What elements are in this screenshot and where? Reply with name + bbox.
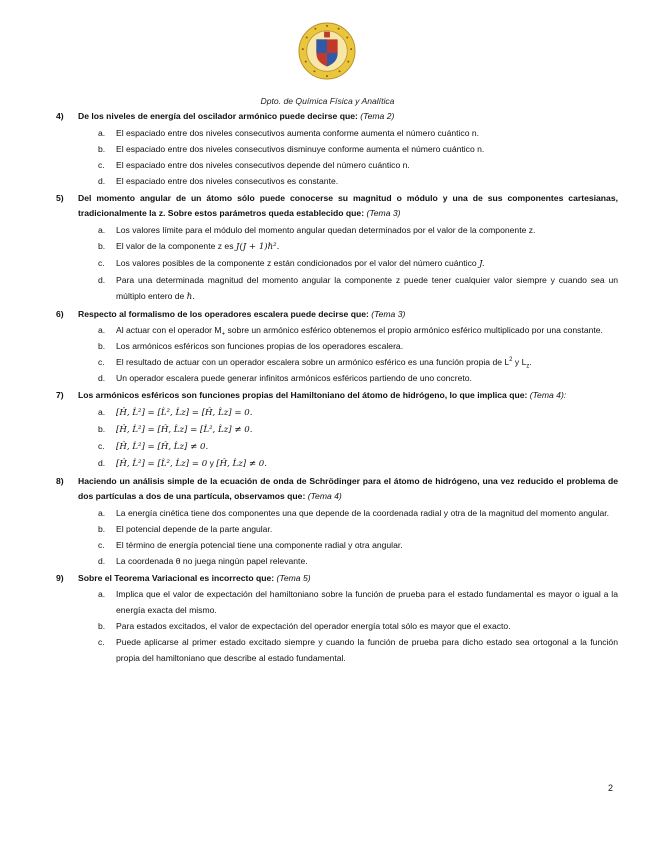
question-9 bbox=[56, 571, 618, 667]
option-c: c. Puede aplicarse al primer estado excitado siempre y cuando la función de prueba para dicho estado sea ortogonal a la función propia del hamiltoniano que describe al estado fundamental. bbox=[98, 637, 618, 663]
question-list bbox=[56, 109, 618, 668]
option-d: d. El espaciado entre dos niveles consecutivos es constante. bbox=[98, 175, 339, 186]
option-b: b. El valor de la componente z es J(J + 1)ℏ². bbox=[98, 240, 280, 252]
question-number: 9) bbox=[56, 572, 64, 583]
option-a: a. Los valores límite para el módulo del momento angular quedan determinados por el valor de la componente z. bbox=[98, 224, 536, 235]
topic-tag: (Tema 2) bbox=[360, 111, 395, 121]
option-c: c. [Ĥ, L̂²] = [Ĥ, L̂z] ≠ 0. bbox=[98, 440, 209, 452]
option-b: b. [Ĥ, L̂²] = [Ĥ, L̂z] = [L̂², L̂z] ≠ 0. bbox=[98, 423, 253, 435]
option-d: d. La coordenada θ no juega ningún papel relevante. bbox=[98, 555, 308, 566]
university-seal-logo bbox=[298, 22, 356, 80]
question-number: 5) bbox=[56, 192, 64, 203]
math-expression: J(J + 1)ℏ². bbox=[235, 241, 280, 252]
math-expression: [Ĥ, L̂²] = [Ĥ, L̂z] ≠ 0. bbox=[116, 441, 209, 452]
question-number: 4) bbox=[56, 111, 64, 121]
option-b: b. Para estados excitados, el valor de expectación del operador energía total sólo es mayor que el exacto. bbox=[98, 621, 511, 631]
math-expression: [Ĥ, L̂²] = [Ĥ, L̂z] = [L̂², L̂z] ≠ 0. bbox=[116, 424, 253, 435]
topic-tag: (Tema 3) bbox=[371, 308, 406, 319]
question-text: Los armónicos esféricos son funciones propias del Hamiltoniano del átomo de hidrógeno, lo que implica que: (Tema 4): bbox=[78, 390, 567, 400]
math-expression: J. bbox=[479, 258, 485, 269]
option-a: a. Implica que el valor de expectación del hamiltoniano sobre la función de prueba para el estado fundamental es mayor o igual a la energía exacta del mismo. bbox=[98, 589, 618, 615]
topic-tag: (Tema 3) bbox=[366, 208, 401, 218]
topic-tag: (Tema 5) bbox=[276, 572, 311, 583]
option-c: c. El resultado de actuar con un operador escalera sobre un armónico esférico es una función propia de $L^2$ y $L_z$. bbox=[98, 357, 532, 370]
option-c: c. El término de energía potencial tiene una componente radial y otra angular. bbox=[98, 539, 403, 550]
option-c: c. El espaciado entre dos niveles consecutivos depende del número cuántico n. bbox=[98, 159, 410, 170]
question-text: Sobre el Teorema Variacional es incorrecto que: (Tema 5) bbox=[78, 572, 311, 583]
topic-tag: (Tema 4): bbox=[529, 390, 567, 400]
question-number: 8) bbox=[56, 475, 64, 486]
option-b: b. El potencial depende de la parte angular. bbox=[98, 523, 273, 534]
question-text: Respecto al formalismo de los operadores escalera puede decirse que: (Tema 3) bbox=[78, 308, 406, 319]
option-a: a. Al actuar con el operador $M_+$ sobre un armónico esférico obtenemos el propio armónico esférico multiplicado por una constante. bbox=[98, 325, 603, 338]
option-b: b. El espaciado entre dos niveles consecutivos disminuye conforme aumenta el número cuántico n. bbox=[98, 143, 485, 154]
math-expression: [Ĥ, L̂z] ≠ 0. bbox=[216, 458, 268, 469]
option-b: b. Los armónicos esféricos son funciones propias de los operadores escalera. bbox=[98, 341, 404, 351]
option-a: a. [Ĥ, L̂²] = [L̂², L̂z] = [Ĥ, L̂z] = 0. bbox=[98, 406, 253, 418]
question-number: 6) bbox=[56, 308, 64, 319]
math-expression: ℏ. bbox=[186, 291, 195, 302]
question-7 bbox=[56, 388, 618, 472]
department-header: Dpto. de Química Física y Analítica bbox=[260, 96, 395, 106]
option-c: c. Los valores posibles de la componente z están condicionados por el valor del número cuántico J. bbox=[98, 257, 485, 269]
page-number: 2 bbox=[608, 783, 614, 793]
question-text: Haciendo un análisis simple de la ecuación de onda de Schrödinger para el átomo de hidrógeno, una vez reducido el problema de dos partículas a dos de una partícula, observamos que: (Tema 4) bbox=[78, 475, 618, 501]
option-d: d. Para una determinada magnitud del momento angular la componente z puede tener cualquier valor siempre y cuando sea un múltiplo entero de ℏ. bbox=[98, 274, 618, 302]
topic-tag: (Tema 4) bbox=[307, 491, 342, 501]
question-4 bbox=[56, 109, 618, 189]
question-text: Del momento angular de un átomo sólo puede conocerse su magnitud o módulo y una de sus componentes cartesianas, tradicionalmente la z. Sobre estos parámetros queda establecido que: (Tema 3) bbox=[78, 192, 618, 218]
option-d: d. Un operador escalera puede generar infinitos armónicos esféricos partiendo de uno concreto. bbox=[98, 373, 472, 383]
math-expression: [Ĥ, L̂²] = [L̂², L̂z] = [Ĥ, L̂z] = 0. bbox=[116, 407, 253, 418]
option-a: a. La energía cinética tiene dos componentes una que depende de la coordenada radial y otra de la magnitud del momento angular. bbox=[98, 507, 610, 518]
math-expression: [Ĥ, L̂²] = [L̂², L̂z] = 0 bbox=[116, 458, 208, 469]
option-a: a. El espaciado entre dos niveles consecutivos aumenta conforme aumenta el número cuántico n. bbox=[98, 127, 480, 138]
question-8 bbox=[56, 474, 618, 569]
question-text: De los niveles de energía del oscilador armónico puede decirse que: (Tema 2) bbox=[78, 111, 395, 121]
option-d: d. [Ĥ, L̂²] = [L̂², L̂z] = 0 y [Ĥ, L̂z] ≠ 0. bbox=[98, 457, 268, 469]
question-number: 7) bbox=[56, 390, 64, 400]
question-5 bbox=[56, 191, 618, 305]
question-6 bbox=[56, 307, 618, 387]
